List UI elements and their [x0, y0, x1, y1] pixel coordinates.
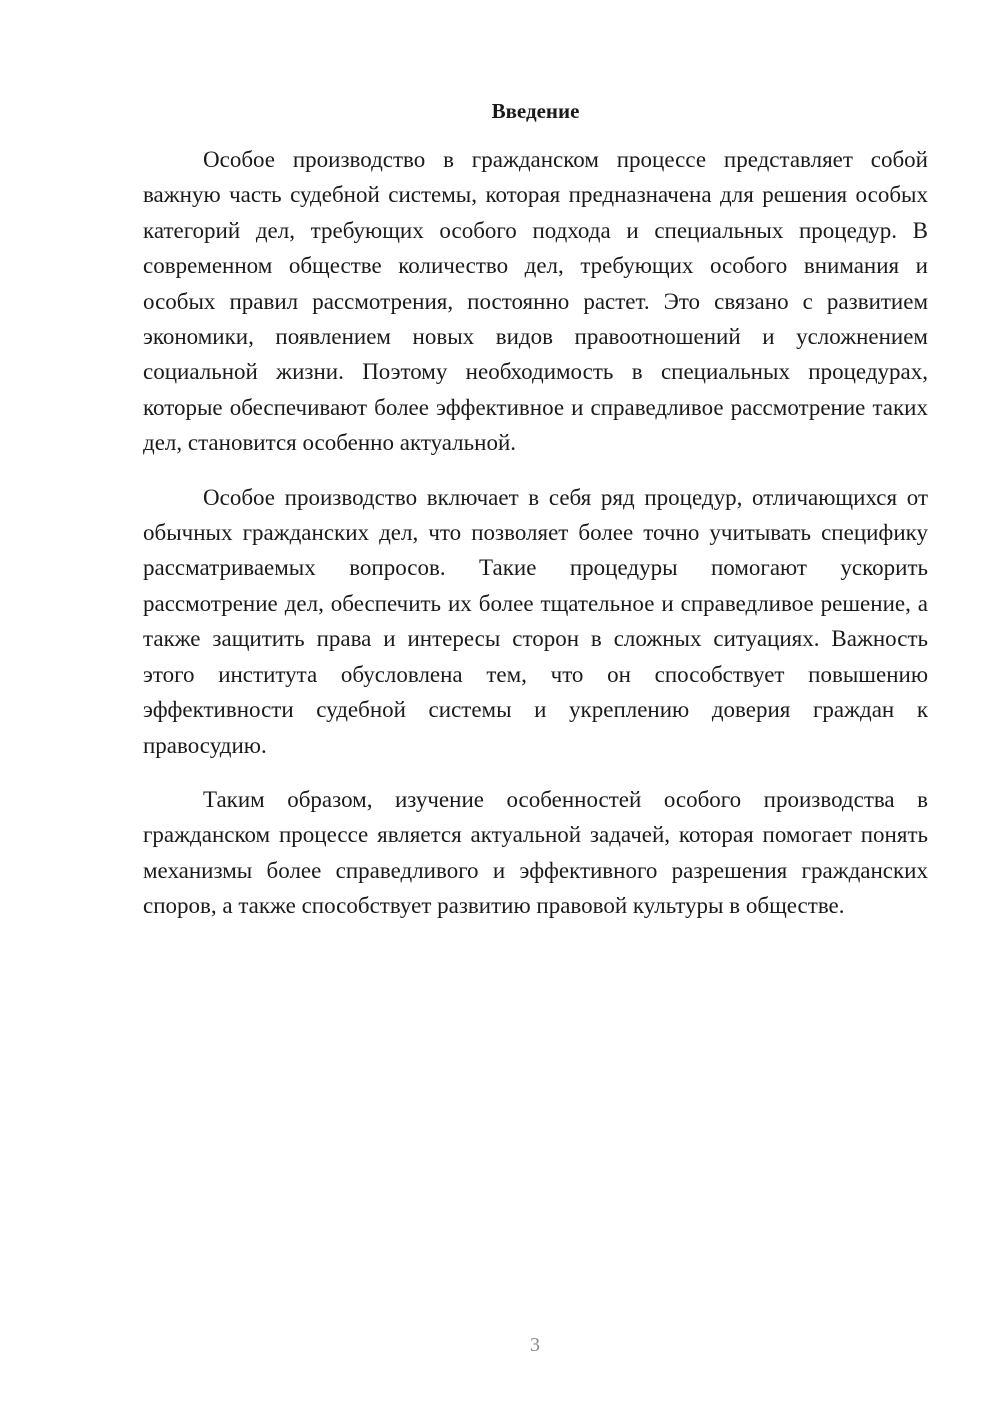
section-heading: Введение: [491, 99, 580, 123]
page-number: 3: [530, 1334, 540, 1356]
paragraph-2: Особое производство включает в себя ряд процедур, отличающихся от обычных гражданских дел, что позволяет более точно учитывать специфику рассматриваемых вопросов. Такие процедуры помогают ускорить рассмотрение дел, обеспечить их более тщательное и справедливое решение, а также защитить права и интересы сторон в сложных ситуациях. Важность этого института обусловлена тем, что он способствует повышению эффективности судебной системы и укреплению доверия граждан к правосудию.: [143, 484, 928, 758]
body-text: [143, 142, 928, 943]
paragraph-1: Особое производство в гражданском процессе представляет собой важную часть судебной системы, которая предназначена для решения особых категорий дел, требующих особого подхода и специальных процедур. В современном обществе количество дел, требующих особого внимания и особых правил рассмотрения, постоянно растет. Это связано с развитием экономики, появлением новых видов правоотношений и усложнением социальной жизни. Поэтому необходимость в специальных процедурах, которые обеспечивают более эффективное и справедливое рассмотрение таких дел, становится особенно актуальной.: [143, 147, 928, 456]
paragraph-3: Таким образом, изучение особенностей особого производства в гражданском процессе является актуальной задачей, которая помогает понять механизмы более справедливого и эффективного разрешения гражданских споров, а также способствует развитию правовой культуры в обществе.: [143, 786, 928, 919]
